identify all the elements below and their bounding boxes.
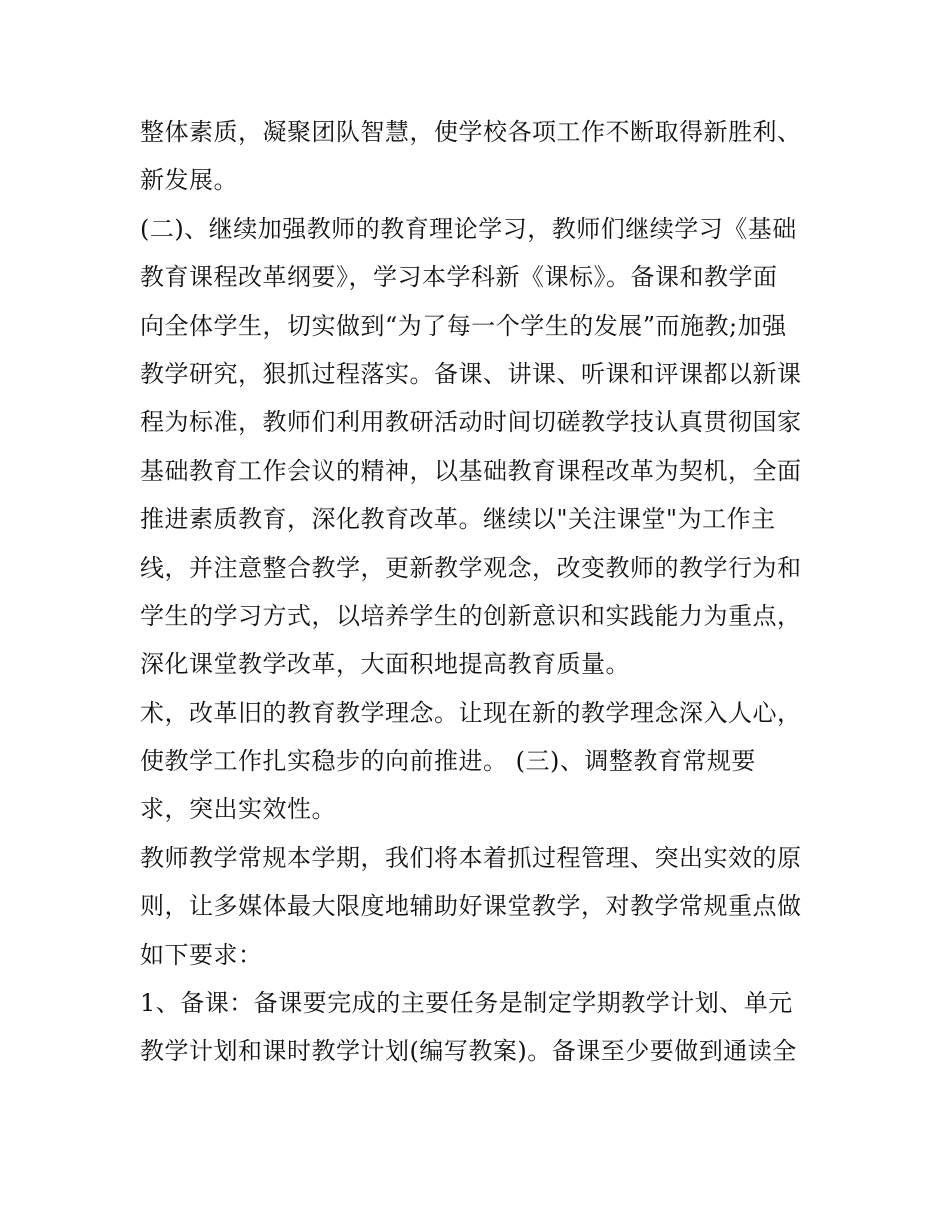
text-line: (二)、继续加强教师的教育理论学习，教师们继续学习《基础: [140, 214, 797, 243]
text-line: 程为标准，教师们利用教研活动时间切磋教学技认真贯彻国家: [140, 408, 802, 437]
text-line: 推进素质教育，深化教育改革。继续以"关注课堂"为工作主: [140, 505, 776, 534]
text-line: 深化课堂教学改革，大面积地提高教育质量。: [140, 650, 630, 679]
text-line: 术，改革旧的教育教学理念。让现在新的教学理念深入人心，: [140, 698, 802, 727]
text-line: 教学研究，狠抓过程落实。备课、讲课、听课和评课都以新课: [140, 359, 802, 388]
text-line: 使教学工作扎实稳步的向前推进。 (三)、调整教育常规要: [140, 747, 756, 776]
text-line: 基础教育工作会议的精神，以基础教育课程改革为契机，全面: [140, 456, 802, 485]
text-line: 教学计划和课时教学计划(编写教案)。备课至少要做到通读全: [140, 1037, 797, 1066]
text-line: 1、备课：备课要完成的主要任务是制定学期教学计划、单元: [140, 989, 793, 1018]
text-line: 求，突出实效性。: [140, 795, 336, 824]
text-line: 向全体学生，切实做到“为了每一个学生的发展”而施教;加强: [140, 311, 787, 340]
text-line: 线，并注意整合教学，更新教学观念，改变教师的教学行为和: [140, 553, 802, 582]
document-body: [140, 108, 830, 1076]
text-line: 则，让多媒体最大限度地辅助好课堂教学，对教学常规重点做: [140, 892, 802, 921]
text-line: 如下要求：: [140, 940, 263, 969]
text-line: 学生的学习方式，以培养学生的创新意识和实践能力为重点，: [140, 601, 802, 630]
text-line: 整体素质，凝聚团队智慧，使学校各项工作不断取得新胜利、: [140, 118, 802, 146]
text-line: 新发展。: [140, 166, 238, 195]
text-line: 教育课程改革纲要》，学习本学科新《课标》。备课和教学面: [140, 263, 778, 292]
text-line: 教师教学常规本学期，我们将本着抓过程管理、突出实效的原: [140, 843, 802, 872]
